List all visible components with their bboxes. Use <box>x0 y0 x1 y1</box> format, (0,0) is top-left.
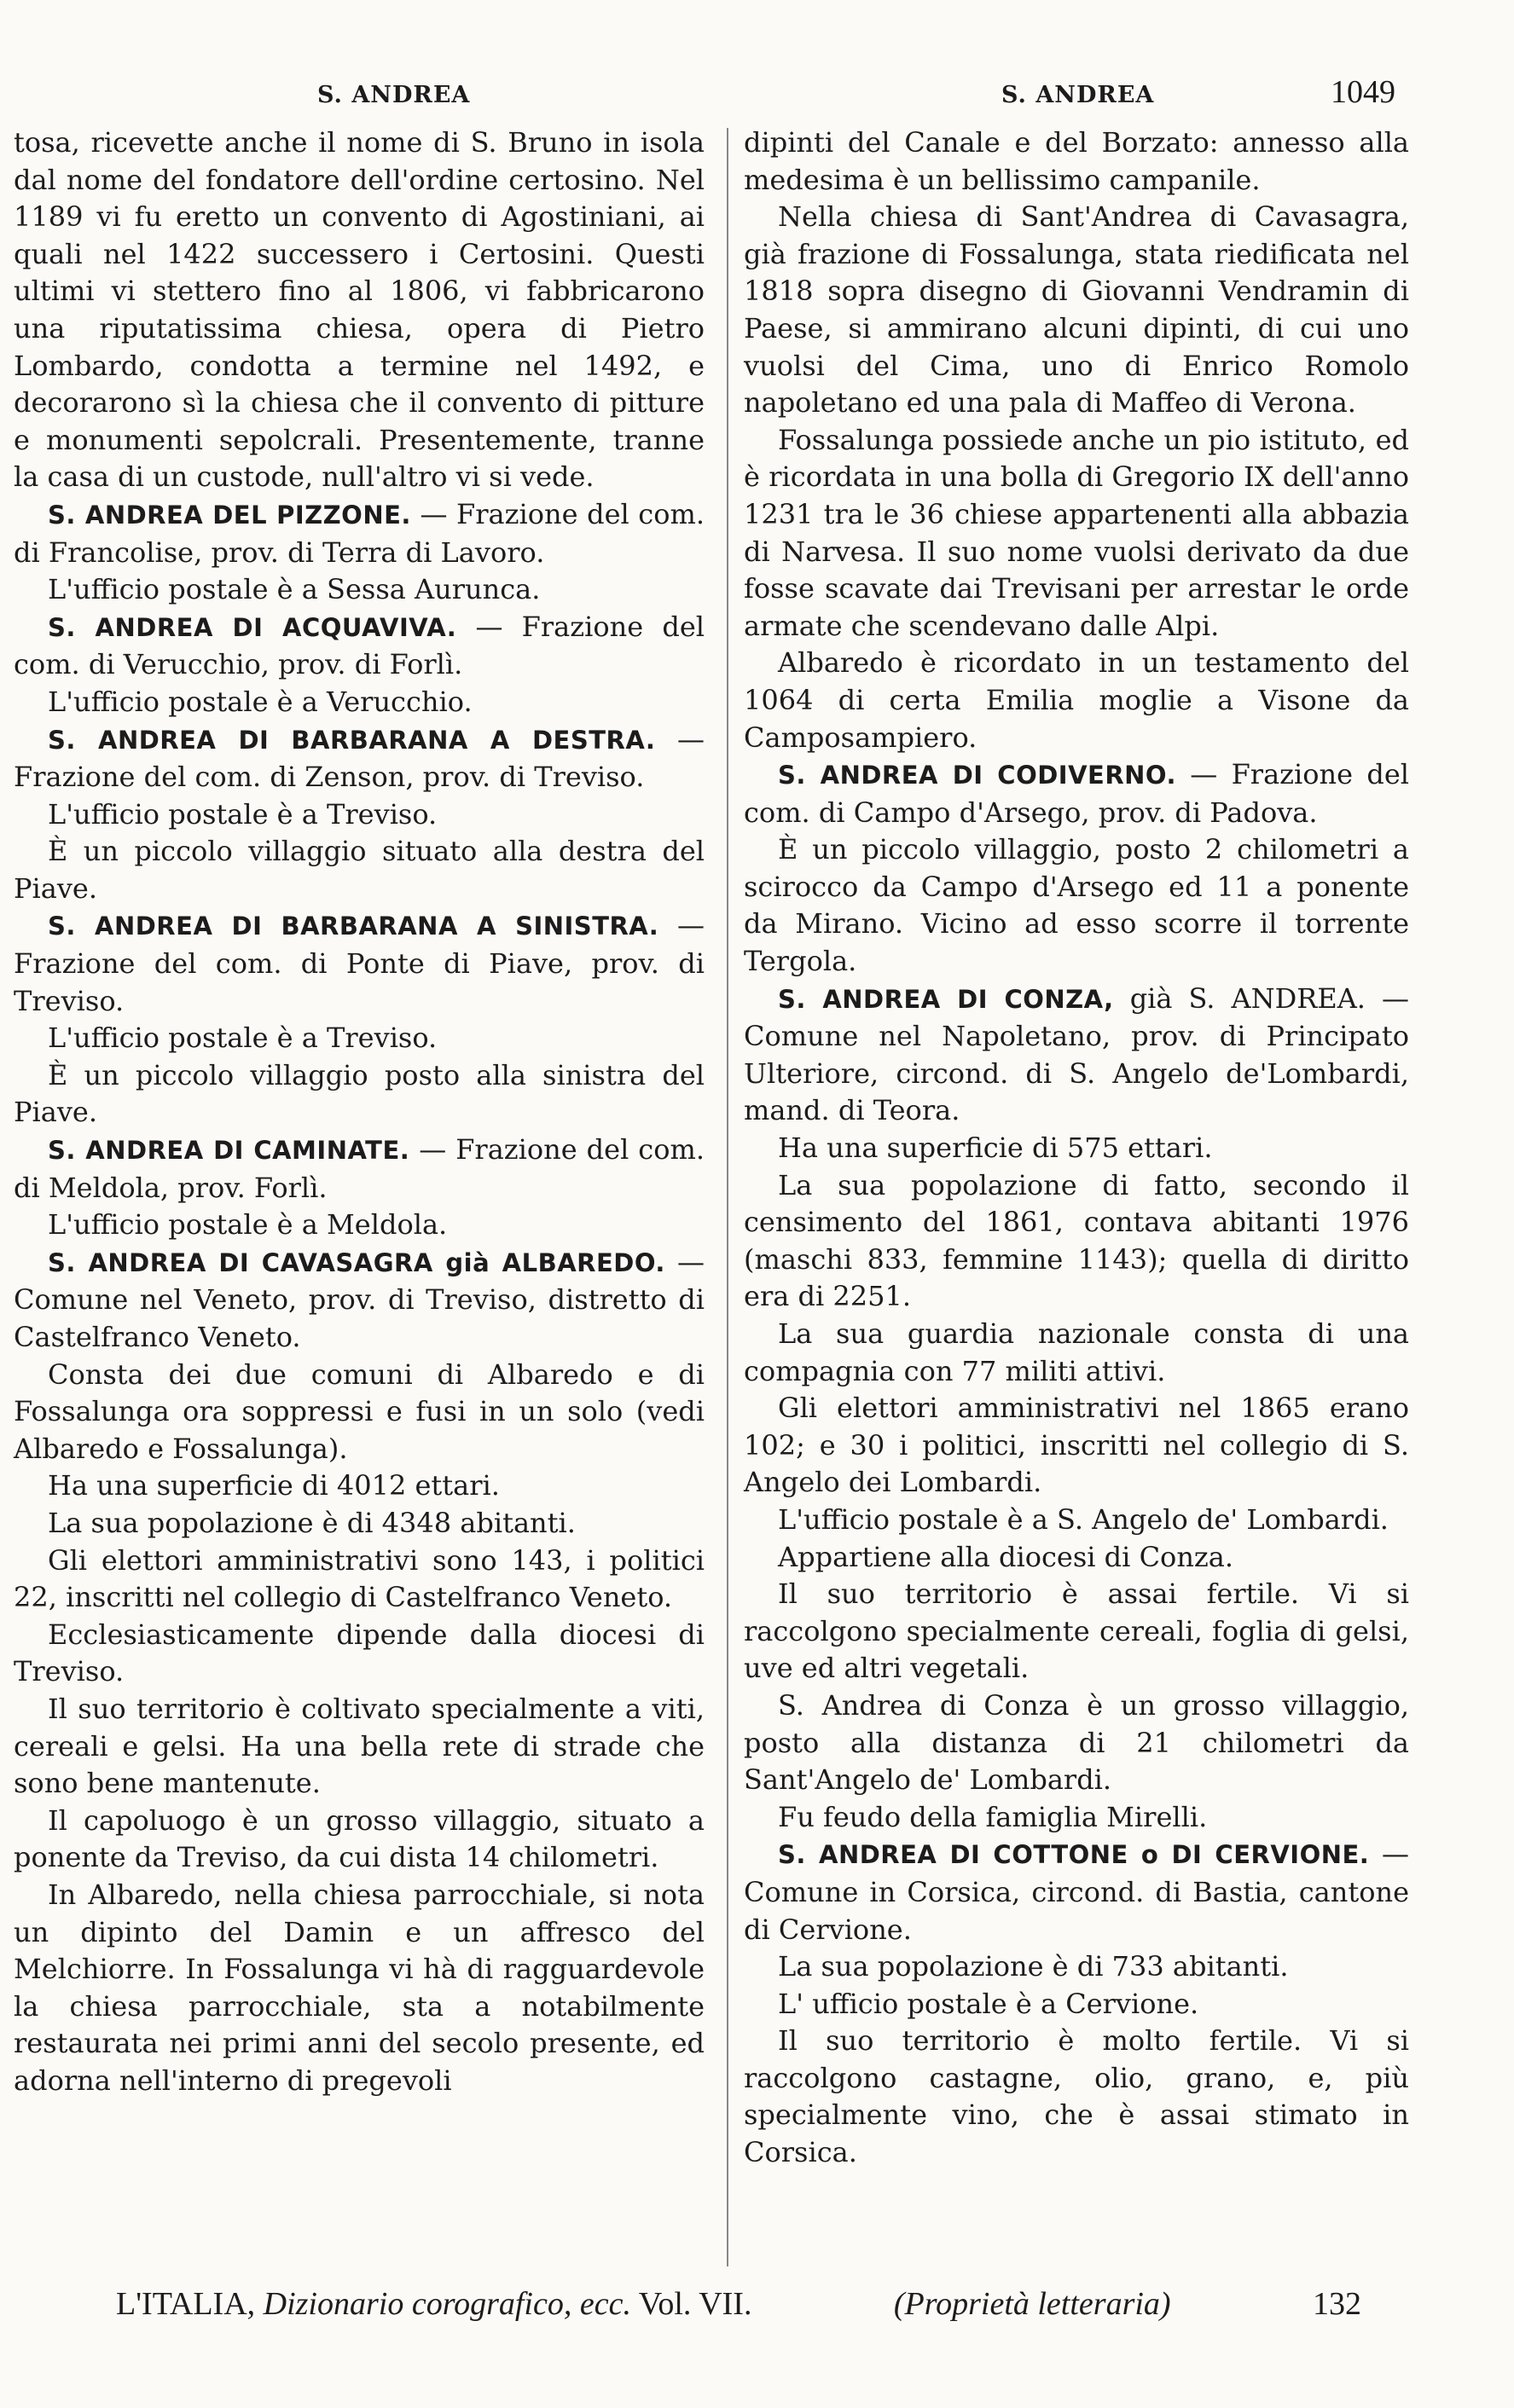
paragraph-text: Il suo territorio è coltivato specialmente a viti, cereali e gelsi. Ha una bella rete di strade che sono bene mantenute. <box>14 1692 705 1800</box>
paragraph <box>744 199 1409 422</box>
paragraph <box>744 1502 1409 1539</box>
paragraph-text: S. Andrea di Conza è un grosso villaggio, posto alla distanza di 21 chilometri da Sant'Angelo de' Lombardi. <box>744 1688 1409 1797</box>
paragraph <box>744 124 1409 199</box>
paragraph-text: Nella chiesa di Sant'Andrea di Cavasagra, già frazione di Fossalunga, stata riedificata nel 1818 sopra disegno di Giovanni Vendramin di Paese, si ammirano alcuni dipinti, di cui uno vuolsi del Cima, uno di Enrico Romolo napoletano ed una pala di Maffeo di Verona. <box>744 200 1409 420</box>
paragraph-text: L'ufficio postale è a S. Angelo de' Lombardi. <box>778 1502 1389 1536</box>
paragraph-text: Il suo territorio è assai fertile. Vi si raccolgono specialmente cereali, foglia di gelsi, uve ed altri vegetali. <box>744 1577 1409 1685</box>
paragraph <box>744 981 1409 1130</box>
paragraph <box>744 645 1409 756</box>
paragraph-text: L'ufficio postale è a Verucchio. <box>48 685 473 718</box>
paragraph <box>744 1130 1409 1167</box>
paragraph-text: La sua popolazione di fatto, secondo il censimento del 1861, contava abitanti 1976 (maschi 833, femmine 1143); quella di diritto era di 2251. <box>744 1168 1409 1313</box>
paragraph <box>14 796 705 834</box>
paragraph-text: Gli elettori amministrativi sono 143, i politici 22, inscritti nel collegio di Castelfranco Veneto. <box>14 1543 705 1614</box>
paragraph-text: L'ufficio postale è a Treviso. <box>48 797 438 831</box>
paragraph <box>14 833 705 907</box>
paragraph-text: È un piccolo villaggio, posto 2 chilometri a scirocco da Campo d'Arsego ed 11 a ponente da Mirano. Vicino ad esso scorre il torrente Tergola. <box>744 833 1409 978</box>
paragraph-text: — Frazione del com. di Meldola, prov. Forlì. <box>14 1133 705 1204</box>
paragraph <box>14 1543 705 1617</box>
paragraph-text: — Comune in Corsica, circond. di Bastia, cantone di Cervione. <box>744 1838 1410 1946</box>
paragraph-text: dipinti del Canale e del Borzato: annesso alla medesima è un bellissimo campanile. <box>744 126 1409 196</box>
paragraph <box>744 1167 1409 1316</box>
footer-left: L'ITALIA, <box>116 2286 256 2322</box>
paragraph <box>14 124 705 496</box>
right-running-head: S. ANDREA <box>1001 82 1155 108</box>
paragraph <box>14 1132 705 1207</box>
paragraph <box>744 1799 1409 1837</box>
paragraph-text: — Frazione del com. di Campo d'Arsego, prov. di Padova. <box>744 758 1410 829</box>
column-divider <box>727 128 728 2266</box>
paragraph <box>744 1687 1409 1799</box>
paragraph <box>14 571 705 609</box>
paragraph-text: È un piccolo villaggio situato alla destra del Piave. <box>14 835 705 905</box>
paragraph <box>14 684 705 721</box>
paragraph-text: Ecclesiasticamente dipende dalla diocesi di Treviso. <box>14 1618 705 1688</box>
paragraph <box>14 1617 705 1691</box>
paragraph <box>14 1020 705 1057</box>
footer-publication <box>116 2285 751 2323</box>
entry-heading: S. ANDREA DI CODIVERNO. <box>778 761 1176 790</box>
paragraph <box>14 1207 705 1244</box>
paragraph <box>14 1467 705 1505</box>
left-running-head: S. ANDREA <box>317 82 471 108</box>
footer-rights: (Proprietà letteraria) <box>893 2286 1171 2322</box>
paragraph-text: già S. ANDREA. — Comune nel Napoletano, prov. di Principato Ulteriore, circond. di S. Angelo de'Lombardi, mand. di Teora. <box>744 981 1409 1127</box>
paragraph-text: — Frazione del com. di Ponte di Piave, prov. di Treviso. <box>14 909 705 1017</box>
paragraph-text: Ha una superficie di 4012 ettari. <box>48 1469 500 1502</box>
paragraph-text: Consta dei due comuni di Albaredo e di Fossalunga ora soppressi e fusi in un solo (vedi Albaredo e Fossalunga). <box>14 1357 705 1465</box>
paragraph-text: Fossalunga possiede anche un pio istituto, ed è ricordata in una bolla di Gregorio IX dell'anno 1231 tra le 36 chiese appartenenti alla abbazia di Narvesa. Il suo nome vuolsi derivato da due fosse scavate dai Trevisani per arrestar le orde armate che scendevano dalle Alpi. <box>744 423 1409 642</box>
paragraph <box>14 907 705 1020</box>
paragraph-text: Il capoluogo è un grosso villaggio, situato a ponente da Treviso, da cui dista 14 chilometri. <box>14 1803 705 1874</box>
paragraph <box>744 1948 1409 1986</box>
paragraph-text: L'ufficio postale è a Sessa Aurunca. <box>48 573 541 606</box>
paragraph-text: La sua popolazione è di 733 abitanti. <box>778 1950 1289 1983</box>
entry-heading: S. ANDREA DI ACQUAVIVA. <box>48 612 457 642</box>
entry-heading: S. ANDREA DI CAMINATE. <box>48 1136 410 1166</box>
paragraph-text: Ha una superficie di 575 ettari. <box>778 1132 1213 1165</box>
paragraph-text: Il suo territorio è molto fertile. Vi si raccolgono castagne, olio, grano, e, più specialmente vino, che è assai stimato in Corsica. <box>744 2024 1409 2169</box>
paragraph-text: — Frazione del com. di Verucchio, prov. di Forlì. <box>14 610 705 681</box>
paragraph <box>744 1390 1409 1502</box>
paragraph <box>744 1576 1409 1687</box>
paragraph <box>744 831 1409 980</box>
paragraph-text: — Frazione del com. di Zenson, prov. di Treviso. <box>14 722 705 794</box>
paragraph <box>744 422 1409 645</box>
paragraph <box>744 1836 1409 1948</box>
entry-heading: S. ANDREA DI COTTONE o DI CERVIONE. <box>778 1840 1370 1870</box>
right-column <box>744 124 1409 2172</box>
page-footer <box>116 2285 1361 2323</box>
paragraph-text: La sua guardia nazionale consta di una compagnia con 77 militi attivi. <box>744 1317 1409 1387</box>
footer-volume: Vol. VII. <box>638 2286 752 2322</box>
paragraph-text: — Comune nel Veneto, prov. di Treviso, distretto di Castelfranco Veneto. <box>14 1245 705 1353</box>
entry-heading: S. ANDREA DI CONZA, <box>778 984 1114 1014</box>
paragraph-text: Gli elettori amministrativi nel 1865 erano 102; e 30 i politici, inscritti nel collegio di S. Angelo dei Lombardi. <box>744 1392 1409 1499</box>
paragraph <box>14 1357 705 1468</box>
footer-title: Dizionario corografico, ecc. <box>263 2286 631 2322</box>
entry-heading: S. ANDREA DI CAVASAGRA già ALBAREDO. <box>48 1247 665 1277</box>
paragraph <box>14 609 705 684</box>
footer-signature: 132 <box>1312 2286 1361 2322</box>
paragraph-text: Albaredo è ricordato in un testamento del 1064 di certa Emilia moglie a Visone da Camposampiero. <box>744 646 1409 754</box>
paragraph <box>744 1316 1409 1390</box>
paragraph-text: Fu feudo della famiglia Mirelli. <box>778 1800 1208 1833</box>
paragraph <box>744 1986 1409 2023</box>
paragraph-text: — Frazione del com. di Francolise, prov. di Terra di Lavoro. <box>14 497 705 569</box>
paragraph <box>14 721 705 796</box>
paragraph-text: L' ufficio postale è a Cervione. <box>778 1987 1199 2020</box>
paragraph-text: È un piccolo villaggio posto alla sinistra del Piave. <box>14 1058 705 1129</box>
paragraph-text: L'ufficio postale è a Treviso. <box>48 1022 438 1055</box>
left-column <box>14 124 705 2099</box>
paragraph <box>14 1691 705 1803</box>
paragraph-text: In Albaredo, nella chiesa parrocchiale, si nota un dipinto del Damin e un affresco del Melchiorre. In Fossalunga vi hà di ragguardevole la chiesa parrocchiale, sta a notabilmente restaurata nei primi anni del secolo presente, ed adorna nell'interno di pregevoli <box>14 1878 705 2097</box>
paragraph <box>744 2023 1409 2171</box>
paragraph <box>14 496 705 571</box>
paragraph <box>14 1803 705 1877</box>
entry-heading: S. ANDREA DI BARBARANA A DESTRA. <box>48 725 656 755</box>
paragraph-text: L'ufficio postale è a Meldola. <box>48 1208 448 1242</box>
paragraph <box>744 756 1409 831</box>
paragraph-text: Appartiene alla diocesi di Conza. <box>778 1540 1234 1573</box>
paragraph <box>14 1057 705 1132</box>
paragraph <box>14 1877 705 2100</box>
paragraph <box>14 1244 705 1357</box>
paragraph-text: La sua popolazione è di 4348 abitanti. <box>48 1506 576 1539</box>
page-number: 1049 <box>1331 74 1395 110</box>
entry-heading: S. ANDREA DI BARBARANA A SINISTRA. <box>48 912 659 941</box>
paragraph <box>14 1505 705 1543</box>
paragraph-text: tosa, ricevette anche il nome di S. Bruno in isola dal nome del fondatore dell'ordine certosino. Nel 1189 vi fu eretto un convento di Agostiniani, ai quali nel 1422 successero i Certosini. Questi ultimi vi stettero fino al 1806, vi fabbricarono una riputatissima chiesa, opera di Pietro Lombardo, condotta a termine nel 1492, e decorarono sì la chiesa che il convento di pitture e monumenti sepolcrali. Presentemente, tranne la casa di un custode, null'altro vi si vede. <box>14 126 705 494</box>
entry-heading: S. ANDREA DEL PIZZONE. <box>48 500 411 530</box>
paragraph <box>744 1539 1409 1577</box>
